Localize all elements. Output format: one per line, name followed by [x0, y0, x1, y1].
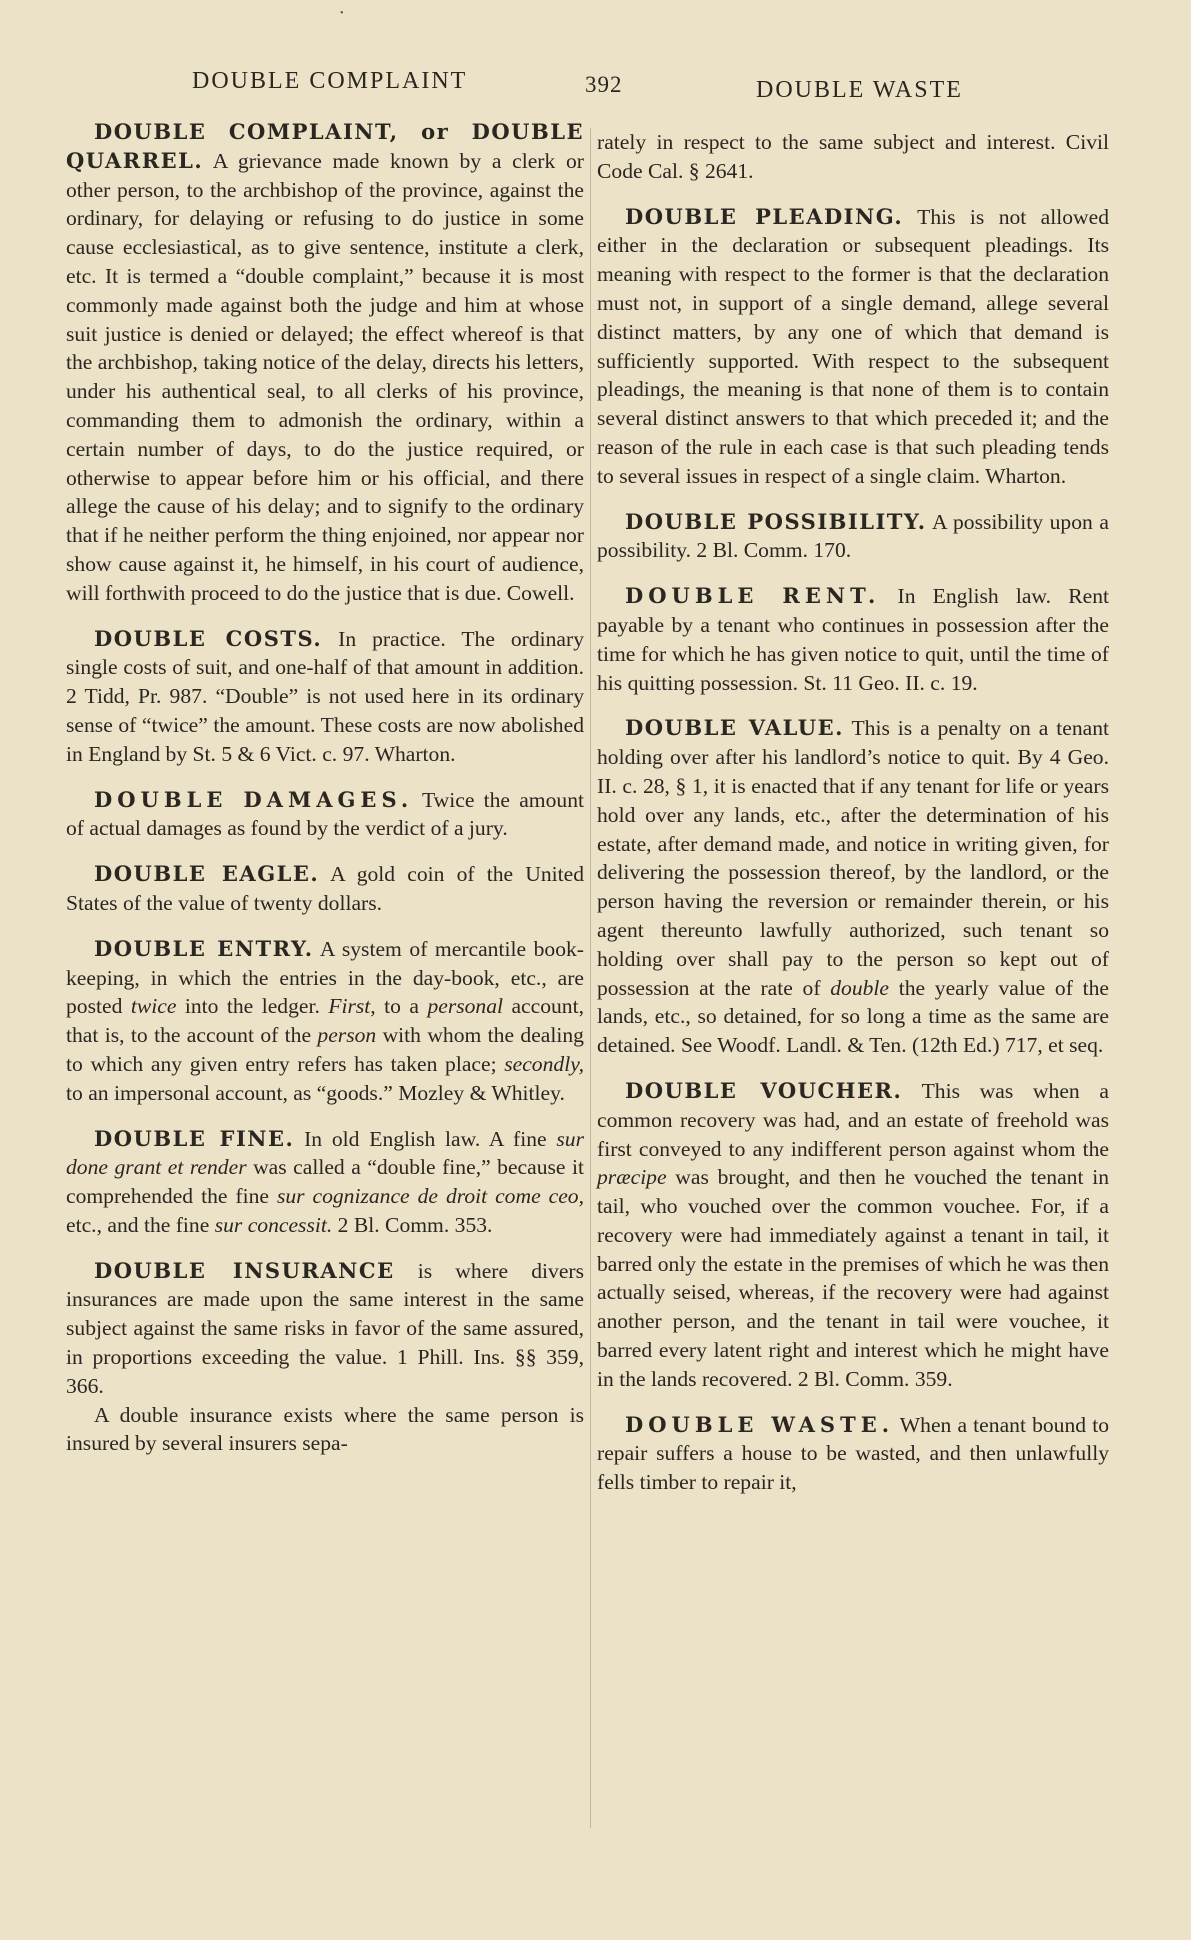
entry-text: to an impersonal account, as “goods.” Mozley & Whitley. — [66, 1080, 565, 1105]
entry-headword: DOUBLE DAMAGES. — [94, 786, 414, 812]
entry-double-voucher — [597, 1077, 1109, 1394]
entry-headword: DOUBLE VALUE. — [625, 715, 844, 741]
entry-double-fine — [66, 1125, 584, 1240]
entry-text: etc., and the fine — [66, 1212, 215, 1237]
entry-italic: præcipe — [597, 1165, 667, 1190]
entry-double-possibility — [597, 508, 1109, 566]
page-number: 392 — [585, 72, 623, 97]
entry-italic: sur cognizance de droit come ceo, — [276, 1184, 584, 1209]
entry-double-rent — [597, 582, 1109, 697]
right-column — [597, 128, 1109, 1514]
entry-text: was called a “double fine,” because it comprehended the fine — [66, 1155, 584, 1209]
entry-headword: DOUBLE FINE. — [94, 1125, 295, 1151]
entry-definition: A possibility upon a possibility. 2 Bl. Comm. 170. — [597, 509, 1110, 563]
entry-text: with whom the dealing to which any given entry refers has taken place; — [66, 1023, 584, 1076]
entry-double-eagle — [66, 860, 584, 918]
entry-double-entry — [66, 935, 584, 1108]
entry-text: This is a penalty on a tenant holding over after his landlord’s notice to quit. By 4 Geo. II. c. 28, § 1, it is enacted that if any tenant for life or years hold over any lands, etc., after the determination of his estate, after demand made, and notice in writing given, for delivering the possession thereof, by the landlord, or the person having the reversion or remainder therein, or his agent thereunto lawfully authorized, such tenant so holding over shall pay to the person so kept out of possession at the rate of — [597, 716, 1109, 1000]
entry-italic: secondly, — [504, 1051, 584, 1076]
entry-text: account, that is, to the account of the — [66, 994, 584, 1048]
ink-speck: • — [340, 8, 344, 19]
left-column — [66, 118, 584, 1475]
entry-text: to a — [375, 994, 428, 1019]
entry-double-value — [597, 714, 1109, 1060]
entry-headword: DOUBLE COSTS. — [94, 625, 323, 651]
entry-headword: DOUBLE EAGLE. — [94, 861, 320, 887]
entry-text: into the ledger. — [176, 994, 329, 1019]
entry-text: 2 Bl. Comm. 353. — [332, 1212, 493, 1237]
entry-headword: DOUBLE PLEADING. — [625, 203, 904, 229]
entry-headword: DOUBLE POSSIBILITY. — [625, 508, 927, 534]
entry-italic: twice — [130, 994, 177, 1019]
entry-text: the yearly value of the lands, etc., so detained, for so long a time as the same are detained. See Woodf. Landl. & Ten. (12th Ed.) 717, et seq. — [597, 975, 1109, 1058]
column-divider — [590, 128, 591, 1828]
running-head — [0, 68, 1191, 104]
entry-definition: In English law. Rent payable by a tenant who continues in possession after the time for which he has given notice to quit, until the time of his quitting possession. St. 11 Geo. II. c. 19. — [597, 584, 1109, 695]
entry-definition: A gold coin of the United States of the value of twenty dollars. — [66, 862, 585, 915]
entry-definition: Twice the amount of actual damages as found by the verdict of a jury. — [66, 787, 584, 841]
entry-italic: First, — [328, 994, 376, 1019]
entry-definition: is where divers insurances are made upon the same interest in the same subject against the same risks in favor of the same assured, in proportions exceeding the value. 1 Phill. Ins. §§ 359, 366. — [66, 1258, 584, 1398]
header-left-guide-word: DOUBLE COMPLAINT — [192, 68, 468, 94]
entry-double-complaint — [66, 118, 584, 608]
entry-headword: DOUBLE WASTE. — [625, 1411, 895, 1437]
entry-headword: DOUBLE ENTRY. — [94, 935, 314, 961]
entry-headword: DOUBLE INSURANCE — [94, 1257, 395, 1283]
header-right-guide-word: DOUBLE WASTE — [756, 77, 963, 103]
entry-italic: double — [830, 975, 889, 1000]
entry-definition: A grievance made known by a clerk or other person, to the archbishop of the province, against the ordinary, for delaying or refusing to do justice in some cause ecclesiastical, as to give sentence, institute a clerk, etc. It is termed a “double complaint,” because it is most commonly made against both the judge and him at whose suit justice is denied or delayed; the effect whereof is that the archbishop, taking notice of the delay, directs his letters, under his authentical seal, to all clerks of his province, commanding them to admonish the ordinary, within a certain number of days, to do the justice required, or otherwise to appear before him or his official, and there allege the cause of his delay; and to signify to the ordinary that if he neither perform the thing enjoined, nor appear nor show cause against it, he himself, in his court of audience, will forthwith proceed to do the justice that is due. Cowell. — [66, 148, 584, 605]
entry-definition: This is not allowed either in the declaration or subsequent pleadings. Its meaning with respect to the former is that the declaration must not, in support of a single demand, allege several distinct matters, by any one of which that demand is sufficiently supported. With respect to the subsequent pleadings, the meaning is that none of them is to contain several distinct answers to that which preceded it; and the reason of the rule in each case is that such pleading tends to several issues in respect of a single claim. Wharton. — [597, 204, 1109, 488]
entry-italic: sur concessit. — [214, 1212, 333, 1237]
entry-text: A system of mercantile book-keeping, in which the entries in the day-book, etc., are posted — [66, 936, 584, 1019]
entry-headword: DOUBLE COMPLAINT, or DOUBLE QUARREL. — [66, 119, 584, 173]
entry-definition: When a tenant bound to repair suffers a house to be wasted, and then unlawfully fells timber to repair it, — [597, 1412, 1109, 1495]
entry-italic: person — [317, 1023, 377, 1048]
entry-double-damages — [66, 786, 584, 844]
entry-headword: DOUBLE RENT. — [625, 583, 881, 609]
entry-italic: personal — [427, 994, 504, 1019]
entry-definition: In practice. The ordinary single costs of suit, and one-half of that amount in addition. 2 Tidd, Pr. 987. “Double” is not used here in its ordinary sense of “twice” the amount. These costs are now abolished in England by St. 5 & 6 Vict. c. 97. Wharton. — [66, 626, 584, 766]
entry-text: This was when a common recovery was had, and an estate of freehold was first conveyed to any indifferent person against whom the — [597, 1078, 1109, 1161]
entry-italic: sur done grant et render — [66, 1126, 584, 1180]
entry-double-insurance-paragraph-2: A double insurance exists where the same person is insured by several insurers sepa- — [66, 1402, 584, 1456]
entry-text: was brought, and then he vouched the tenant in tail, who vouched over the common vouchee. For, if a recovery were had immediately against a tenant in tail, it barred only the estate in the premises of which he was then actually seised, whereas, if the recovery were had against another person, and the tenant in tail were vouchee, it barred every latent right and interest which he might have in the lands recovered. 2 Bl. Comm. 359. — [597, 1165, 1109, 1391]
entry-double-costs — [66, 625, 584, 769]
entry-double-insurance — [66, 1257, 584, 1401]
entry-text: In old English law. A fine — [294, 1126, 557, 1151]
entry-headword: DOUBLE VOUCHER. — [625, 1077, 903, 1103]
entry-double-waste — [597, 1411, 1109, 1497]
entry-double-pleading — [597, 203, 1109, 491]
entry-continuation: rately in respect to the same subject and interest. Civil Code Cal. § 2641. — [597, 130, 1109, 183]
